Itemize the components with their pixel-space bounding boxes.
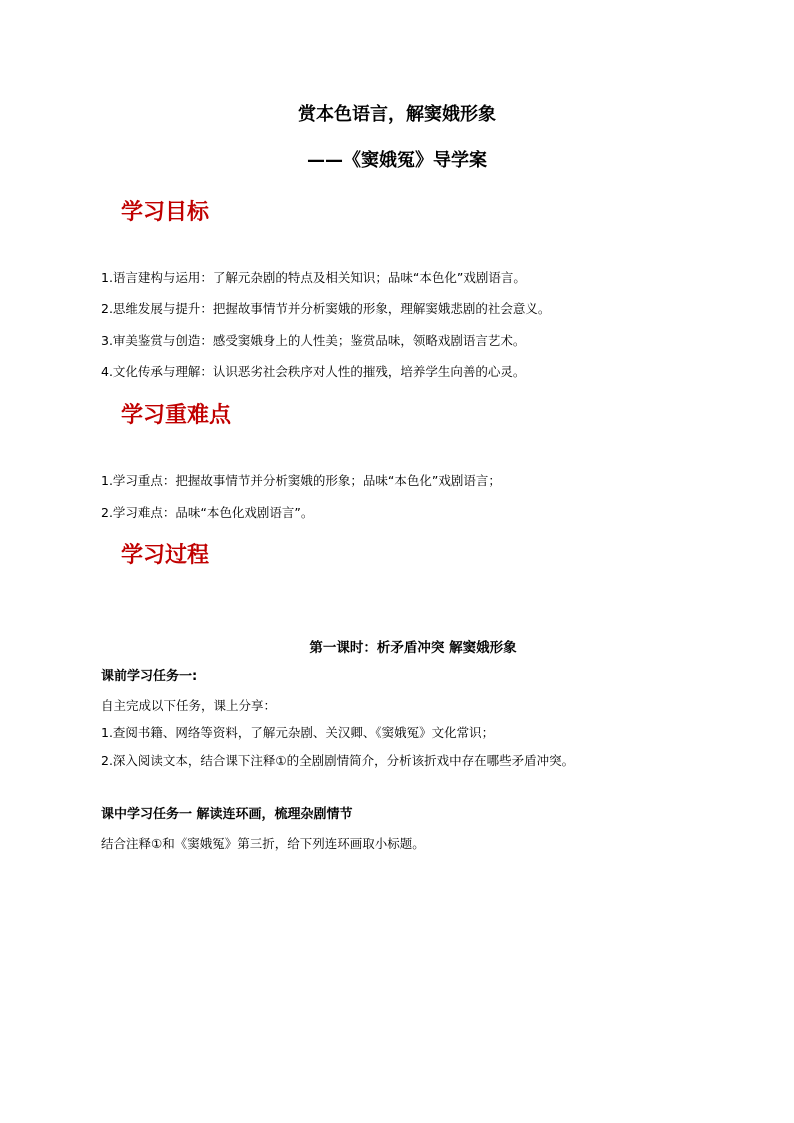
- process-heading: 学习过程: [121, 542, 210, 568]
- in-class-task-heading: 课中学习任务一 解读连环画，梳理杂剧情节: [101, 807, 353, 822]
- lesson-title: 第一课时：析矛盾冲突 解窦娥形象: [309, 640, 517, 656]
- objectives-heading: 学习目标: [121, 199, 210, 225]
- pre-class-task-line-2: 1.查阅书籍、网络等资料，了解元杂剧、关汉卿、《窦娥冤》文化常识；: [101, 725, 495, 740]
- objective-item-3: 3.审美鉴赏与创造：感受窦娥身上的人性美；鉴赏品味，领略戏剧语言艺术。: [101, 333, 526, 348]
- document-title: 赏本色语言，解窦娥形象: [298, 104, 496, 125]
- objective-item-4: 4.文化传承与理解：认识恶劣社会秩序对人性的摧残，培养学生向善的心灵。: [101, 364, 526, 379]
- objective-item-2: 2.思维发展与提升：把握故事情节并分析窦娥的形象，理解窦娥悲剧的社会意义。: [101, 301, 551, 316]
- key-point-item-1: 1.学习重点：把握故事情节并分析窦娥的形象；品味“本色化”戏剧语言；: [101, 473, 501, 488]
- document-subtitle: ——《窦娥冤》导学案: [307, 150, 487, 171]
- objective-item-1: 1.语言建构与运用：了解元杂剧的特点及相关知识；品味“本色化”戏剧语言。: [101, 270, 526, 285]
- pre-class-task-line-1: 自主完成以下任务，课上分享：: [101, 698, 277, 713]
- pre-class-task-line-3: 2.深入阅读文本，结合课下注释①的全剧剧情简介，分析该折戏中存在哪些矛盾冲突。: [101, 753, 575, 768]
- pre-class-task-heading: 课前学习任务一:: [101, 669, 198, 684]
- key-point-item-2: 2.学习难点：品味“本色化戏剧语言”。: [101, 505, 314, 520]
- in-class-task-line-1: 结合注释①和《窦娥冤》第三折，给下列连环画取小标题。: [101, 836, 425, 851]
- key-points-heading: 学习重难点: [121, 402, 232, 428]
